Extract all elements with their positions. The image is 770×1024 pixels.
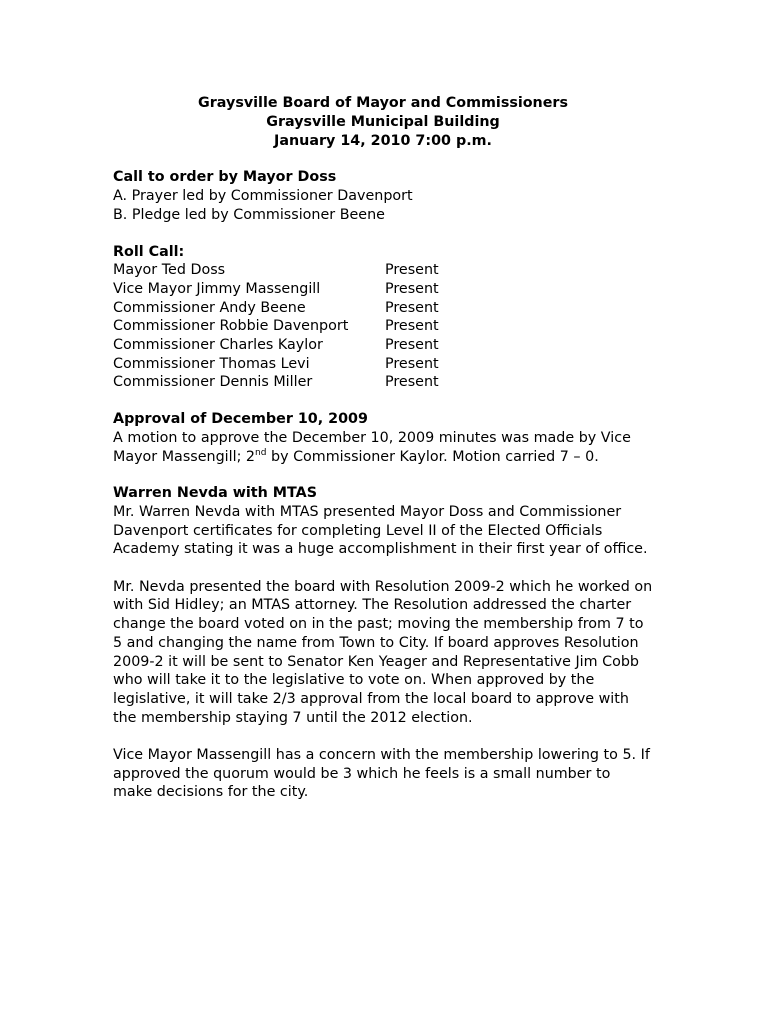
roll-call-row xyxy=(113,299,653,318)
approval-paragraph xyxy=(113,429,653,466)
meeting-date: January 14, 2010 7:00 p.m. xyxy=(274,132,492,149)
call-to-order-item: A. Prayer led by Commissioner Davenport xyxy=(113,188,413,205)
approval-section xyxy=(113,410,653,466)
document-page xyxy=(113,94,653,802)
attendance-status: Present xyxy=(385,299,439,316)
roll-call-section xyxy=(113,243,653,393)
approval-text-part2: by Commissioner Kaylor. Motion carried 7 – 0. xyxy=(266,448,599,465)
roll-call-heading: Roll Call: xyxy=(113,243,185,260)
member-name: Vice Mayor Jimmy Massengill xyxy=(113,280,321,297)
roll-call-row xyxy=(113,261,653,280)
ordinal-suffix: nd xyxy=(255,447,267,458)
roll-call-row xyxy=(113,317,653,336)
member-name: Commissioner Andy Beene xyxy=(113,299,306,316)
roll-call-row xyxy=(113,355,653,374)
member-name: Commissioner Dennis Miller xyxy=(113,374,313,391)
attendance-status: Present xyxy=(385,262,439,279)
member-name: Commissioner Robbie Davenport xyxy=(113,318,349,335)
roll-call-row xyxy=(113,280,653,299)
mtas-heading: Warren Nevda with MTAS xyxy=(113,485,318,502)
attendance-status: Present xyxy=(385,337,439,354)
attendance-status: Present xyxy=(385,318,439,335)
meeting-title: Graysville Board of Mayor and Commissioners xyxy=(198,95,568,111)
attendance-status: Present xyxy=(385,355,439,372)
call-to-order-heading: Call to order by Mayor Doss xyxy=(113,169,337,186)
attendance-status: Present xyxy=(385,374,439,391)
call-to-order-item: B. Pledge led by Commissioner Beene xyxy=(113,206,385,223)
member-name: Commissioner Thomas Levi xyxy=(113,355,310,372)
approval-text-part1: A motion to approve the December 10, 2009 minutes was made by Vice Mayor Massengill; 2 xyxy=(113,429,631,465)
meeting-location: Graysville Municipal Building xyxy=(266,113,500,130)
approval-heading: Approval of December 10, 2009 xyxy=(113,411,368,428)
roll-call-row xyxy=(113,373,653,392)
mtas-paragraph: Mr. Warren Nevda with MTAS presented Mayor Doss and Commissioner Davenport certificates for completing Level II of the Elected Officials Academy stating it was a huge accomplishment in their first year of office. xyxy=(113,503,648,558)
mtas-paragraph: Vice Mayor Massengill has a concern with the membership lowering to 5. If approved the quorum would be 3 which he feels is a small number to make decisions for the city. xyxy=(113,747,650,801)
mtas-section xyxy=(113,484,653,802)
mtas-paragraph: Mr. Nevda presented the board with Resolution 2009-2 which he worked on with Sid Hidley; an MTAS attorney. The Resolution addressed the charter change the board voted on in the past; moving the membership from 7 to 5 and changing the name from Town to City. If board approves Resolution 2009-2 it will be sent to Senator Ken Yeager and Representative Jim Cobb who will take it to the legislative to vote on. When approved by the legislative, it will take 2/3 approval from the local board to approve with the membership staying 7 until the 2012 election. xyxy=(113,578,653,726)
roll-call-row xyxy=(113,336,653,355)
member-name: Commissioner Charles Kaylor xyxy=(113,337,323,354)
member-name: Mayor Ted Doss xyxy=(113,262,226,279)
attendance-status: Present xyxy=(385,280,439,297)
document-header xyxy=(113,94,653,150)
call-to-order-section xyxy=(113,168,653,224)
